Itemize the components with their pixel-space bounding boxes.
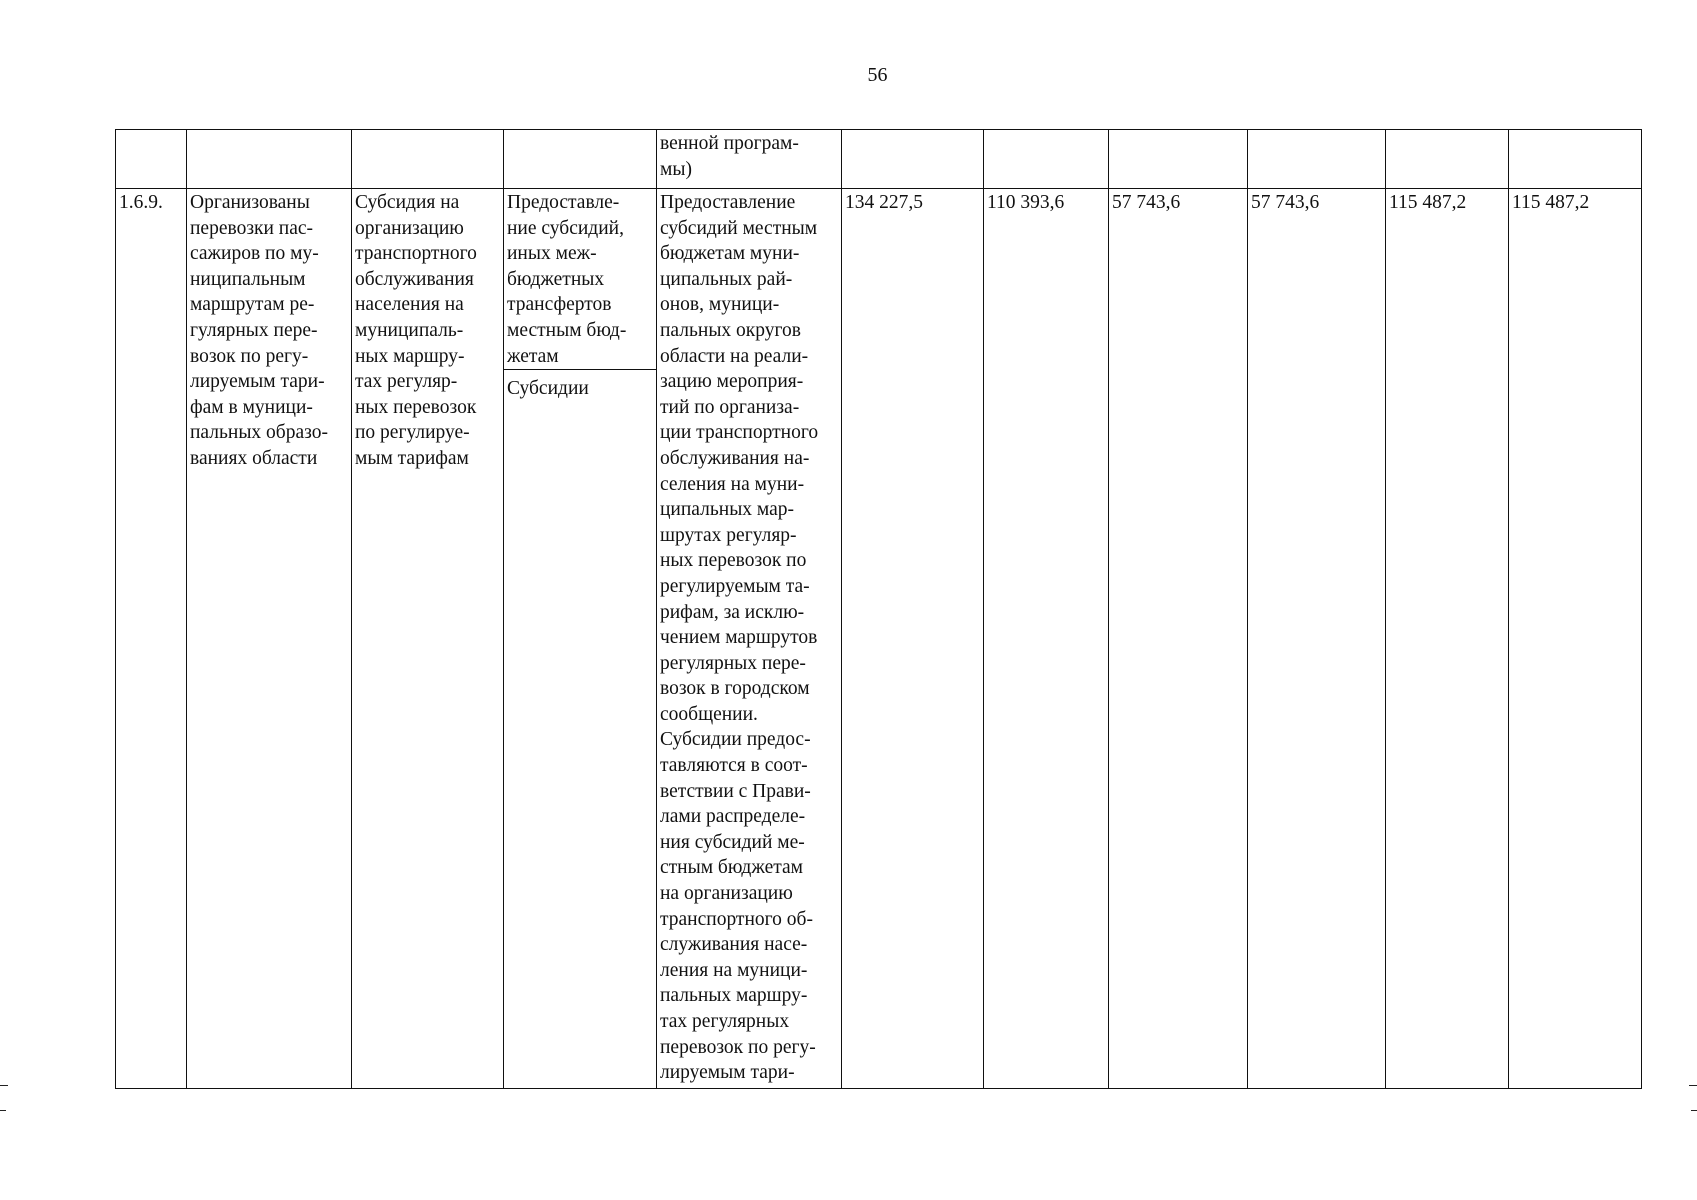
right-edge-mark-lower xyxy=(1691,1110,1697,1111)
row-value-6: 115 487,2 xyxy=(1509,189,1642,1089)
cont-cell-result xyxy=(187,130,352,189)
right-edge-mark xyxy=(1689,1085,1697,1086)
program-table xyxy=(115,129,1642,1089)
cont-cell-description: венной програм- мы) xyxy=(657,130,842,189)
left-edge-mark-lower xyxy=(0,1110,6,1111)
left-edge-mark xyxy=(0,1085,8,1086)
cont-cell-value-6 xyxy=(1509,130,1642,189)
row-mechanism: Субсидия на организацию транспортного обслуживания населения на муниципаль- ных маршру- тах регуляр- ных перевозок по регулируе- мым тарифам xyxy=(352,189,504,1089)
cont-cell-value-4 xyxy=(1248,130,1386,189)
row-index: 1.6.9. xyxy=(116,189,187,1089)
continuation-row xyxy=(116,130,1642,189)
cont-cell-index xyxy=(116,130,187,189)
row-value-5: 115 487,2 xyxy=(1386,189,1509,1089)
row-form-top: Предоставле- ние субсидий, иных меж- бюджетных трансфертов местным бюд- жетам xyxy=(504,189,656,370)
cont-cell-form xyxy=(504,130,657,189)
row-value-2: 110 393,6 xyxy=(984,189,1109,1089)
row-value-4: 57 743,6 xyxy=(1248,189,1386,1089)
page-number: 56 xyxy=(867,64,888,86)
row-value-1: 134 227,5 xyxy=(842,189,984,1089)
cont-cell-value-1 xyxy=(842,130,984,189)
row-result: Организованы перевозки пас- сажиров по му- ниципальным маршрутам ре- гулярных пере- возок по регу- лируемым тари- фам в муници- пальных образо- ваниях области xyxy=(187,189,352,1089)
cont-cell-value-2 xyxy=(984,130,1109,189)
cont-cell-value-5 xyxy=(1386,130,1509,189)
row-value-3: 57 743,6 xyxy=(1109,189,1248,1089)
table-row xyxy=(116,189,1642,1089)
row-form xyxy=(504,189,657,1089)
row-description: Предоставление субсидий местным бюджетам муни- ципальных рай- онов, муници- пальных округов области на реали- зацию мероприя- тий по организа- ции транспортного обслуживания на- селения на муни- ципальных мар- шрутах регуляр- ных перевозок по регулируемым та- рифам, за исклю- чением маршрутов регулярных пере- возок в городском сообщении. Субсидии предос- тавляются в соот- ветствии с Прави- лами распределе- ния субсидий ме- стным бюджетам на организацию транспортного об- служивания насе- ления на муници- пальных маршру- тах регулярных перевозок по регу- лируемым тари- xyxy=(657,189,842,1089)
cont-cell-mechanism xyxy=(352,130,504,189)
row-form-bottom: Субсидии xyxy=(507,378,589,400)
cont-cell-value-3 xyxy=(1109,130,1248,189)
